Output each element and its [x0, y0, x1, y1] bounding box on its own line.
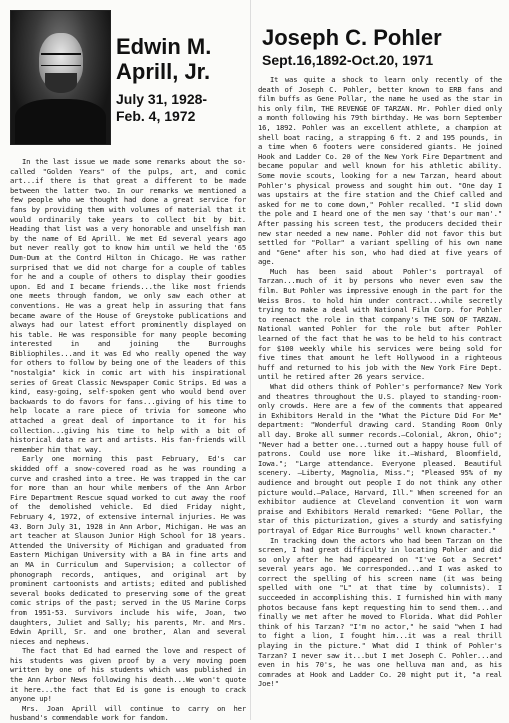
left-paragraph: Mrs. Joan Aprill will continue to carry on her husband's commendable work for fandom. — [10, 703, 246, 723]
column-divider — [250, 0, 251, 720]
left-obituary-dates — [116, 91, 246, 125]
right-obituary-dates: Sept.16,1892-Oct.20, 1971 — [262, 52, 434, 68]
left-death-date: Feb. 4, 1972 — [116, 108, 196, 124]
right-paragraph: What did others think of Pohler's performance? New York and theatres throughout the U.S. played to standing-room-only crowds. Here are a few of the comments that appeared in Exhibitors Herald in the "What the Picture Did For Me" department: "Wonderful drawing card. Standing Room Only all day. Broke all summer records.—Colonial, Akron, Ohio"; "Never had a better one...turned out a happy house full of patrons. Could use more like it.—Wishard, Bloomfield, Iowa."; "Large attendance. Everyone pleased. Beautiful scenery. —Liberty, Magnolia, Miss."; "Pleased 95% of my audience and brought out people I do not think any other picture would.—Palace, Harvard, Ill." When screened for an exhibitor audience at Cleveland convention it won warm praise and Exhibitors Herald remarked: "Gene Pollar, the star of this picturization, gives a sturdy and satisfying portrayal of Edgar Rice Burroughs' well known character." — [258, 382, 502, 535]
left-obituary-body — [10, 157, 246, 723]
right-paragraph: Much has been said about Pohler's portrayal of Tarzan...much of it by persons who never even saw the film. But Pohler was impressive enough in the part for the Weiss Bros. to hold him under contract...while secretly trying to make a deal with National Film Corp. for Pohler to reenact the role in that company's THE SON OF TARZAN. National wanted Pohler for the role but after Pohler learned of the fact that he was to be held to his contract for $100 weekly while his services were being sold for five times that amount he left Hollywood in a righteous huff and returned to his job with the New York Fire Dept. until he retired after 26 years service. — [258, 266, 502, 382]
right-obituary-name: Joseph C. Pohler — [262, 25, 442, 50]
left-obituary-name: Edwin M. Aprill, Jr. — [116, 34, 212, 84]
left-paragraph: Early one morning this past February, Ed's car skidded off a snow-covered road as he was rounding a curve and crashed into a tree. He was trapped in the car for more than an hour while members of the Ann Arbor Fire Department Rescue squad worked to cut away the roof of the demolished vehicle. Ed died Friday night, February 4, 1972, of extensive internal injuries. He was 43. Born July 31, 1928 in Ann Arbor, Michigan. He was an art teacher at Slauson Junior High School for 18 years. Attended the University of Michigan and graduated from Eastern Michigan University with a BA in fine arts and an MA in Curriculum and Supervision; a collector of phonograph records, antiques, and original art by prominent cartoonists and artists; edited and published several books dedicated to preserving some of the great comic strips of the past; served in the US Marine Corps from 1951-53. Survivors include his wife, Joan, two daughters, Juliet and Sally; his parents, Mr. and Mrs. Edwin Aprill, Sr. and one brother, Alan and several nieces and nephews. — [10, 454, 246, 646]
right-paragraph: In tracking down the actors who had been Tarzan on the screen, I had great difficulty in locating Pohler and did so only after he had appeared on "I've Got a Secret" several years ago. We corresponded...and I was asked to correct the spelling of his screen name (it was being spelled with one "L" at that time by columnists). I succeeded in accomplishing this. I furnished him with many photos because fans kept requesting him to send them...and finally we met after he moved to Florida. What did Pohler think of his Tarzan? "I'm no actor," he said "when I had to fight a lion, I fought him...it was a real thrill playing in the picture." What did I think of Pohler's Tarzan? I never saw it...but I met Joseph C. Pohler...and even in his 70's, he was one helluva man and, as his comrades at Hook and Ladder Co. 20 might put it, "a real Joe!" — [258, 535, 502, 689]
left-paragraph: The fact that Ed had earned the love and respect of his students was given proof by a very moving poem written by one of his students which was published in the Ann Arbor News following his death...We won't quote it here...the fact that Ed is gone is enough to crack anyone up! — [10, 646, 246, 704]
portrait-glasses — [41, 53, 81, 66]
right-paragraph: It was quite a shock to learn only recently of the death of Joseph C. Pohler, better known to ERB fans and film buffs as Gene Pollar, the name he used as the star in his only film, THE REVENGE OF TARZAN. Mr. Pohler died only a month following his 79th birthday. He was born September 16, 1892. Pohler was an excellent athlete, a champion at shell boat racing, a strapping 6 ft. 2 and 195 pounds, in a time when 6 footers were considered giants. He joined Hook and Ladder Co. 20 of the New York Fire Department and became popular and well known for his athletic ability. Some movie scouts, looking for a new Tarzan, heard about Pohler's physical prowess and sought him out. "One day I was upstairs at the fire station and the Chief called and asked for me to come down," Pohler recalled. "I slid down the pole and I heard one of the men say 'that's our man'." After passing his screen test, the producers decided their new star needed a new name. Pohler did not favor this but settled for "Pollar" a variant spelling of his own name and "Gene" after his son, who had died at five years of age. — [258, 75, 502, 267]
portrait-beard — [45, 73, 77, 93]
left-born-date: July 31, 1928- — [116, 91, 208, 107]
left-paragraph: In the last issue we made some remarks about the so-called "Golden Years" of the pulps, art, and comic art...if there is that great a different to be made between the latter two. In our remarks we mentioned a few people who we thought had done a great service for fans by providing them with volumes of material that it would ordinarily take years to collect bit by bit. Heading that list was a very honorable and unselfish man by the name of Ed Aprill. We met Ed several years ago but never really got to know him until we held the '65 Dum-Dum at the Contrd Hilton in Chicago. He was rather surprised that we did not charge for a couple of tables for he and a couple of others to display their goodies upon. Ed and I became friends...the like most friends one meets through fandom, we only saw each other at conventions. He was a great help in assuring that fans became aware of the House of Greystoke publications and always had our latest effort prominently displayed on his table. He was responsible for many people becoming interested in and joining the Burroughs Bibliophiles...and it was Ed who really opened the way for others to follow by being one of the leaders of this "nostalgia" kick in comic art with his inspirational series of Great Classic Newspaper Comic Strips. Ed was a kind, easy-going, self-spoken gent who would bend over backwards to do favors for fans...giving of his time to help locate a rare piece of trivia for someone who attached a great deal of importance to it for his collection...giving his time to help with a bit of historical data re art and artists. His fan-friends will remember him that way. — [10, 157, 246, 454]
right-obituary-body — [258, 75, 502, 689]
portrait-suit — [15, 99, 106, 144]
portrait-photo — [10, 10, 111, 145]
